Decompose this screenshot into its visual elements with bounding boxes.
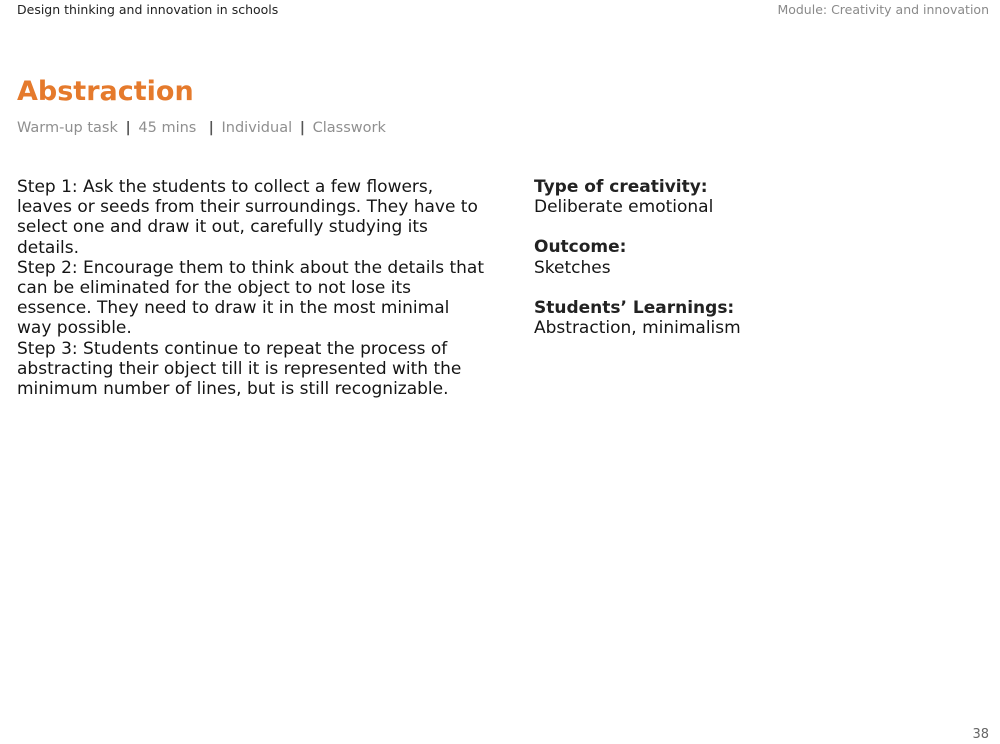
- creativity-type-value: Deliberate emotional: [534, 197, 714, 218]
- page-title: Abstraction: [17, 76, 194, 107]
- outcome-value: Sketches: [534, 257, 611, 278]
- learnings-label: Students’ Learnings:: [534, 297, 735, 318]
- learnings-block: [534, 298, 974, 338]
- activity-info: [534, 177, 974, 358]
- outcome-block: [534, 237, 974, 277]
- header-course-title: Design thinking and innovation in schools: [17, 2, 279, 17]
- creativity-type-block: [534, 177, 974, 217]
- meta-separator: |: [125, 120, 131, 136]
- creativity-type-label: Type of creativity:: [534, 177, 708, 197]
- meta-separator: |: [299, 120, 306, 136]
- task-type: Warm-up task: [17, 120, 118, 136]
- step-item: Step 3: Students continue to repeat the process of abstracting their object till it is represented with the minimum number of lines, but is still recognizable.: [17, 338, 462, 400]
- step-item: Step 1: Ask the students to collect a few flowers, leaves or seeds from their surroundings. They have to select one and draw it out, carefully studying its details.: [17, 177, 478, 258]
- task-mode: Individual: [221, 120, 293, 136]
- step-item: Step 2: Encourage them to think about the details that can be eliminated for the object to not lose its essence. They need to draw it in the most minimal way possible.: [17, 257, 484, 339]
- page-number: 38: [972, 727, 989, 742]
- steps-list: [17, 177, 487, 399]
- task-duration: 45 mins: [138, 120, 197, 136]
- task-setting: Classwork: [312, 120, 386, 136]
- header-module-label: Module: Creativity and innovation: [777, 2, 989, 17]
- task-meta: [17, 118, 386, 138]
- meta-separator: |: [208, 120, 214, 136]
- outcome-label: Outcome:: [534, 237, 627, 258]
- learnings-value: Abstraction, minimalism: [534, 318, 741, 339]
